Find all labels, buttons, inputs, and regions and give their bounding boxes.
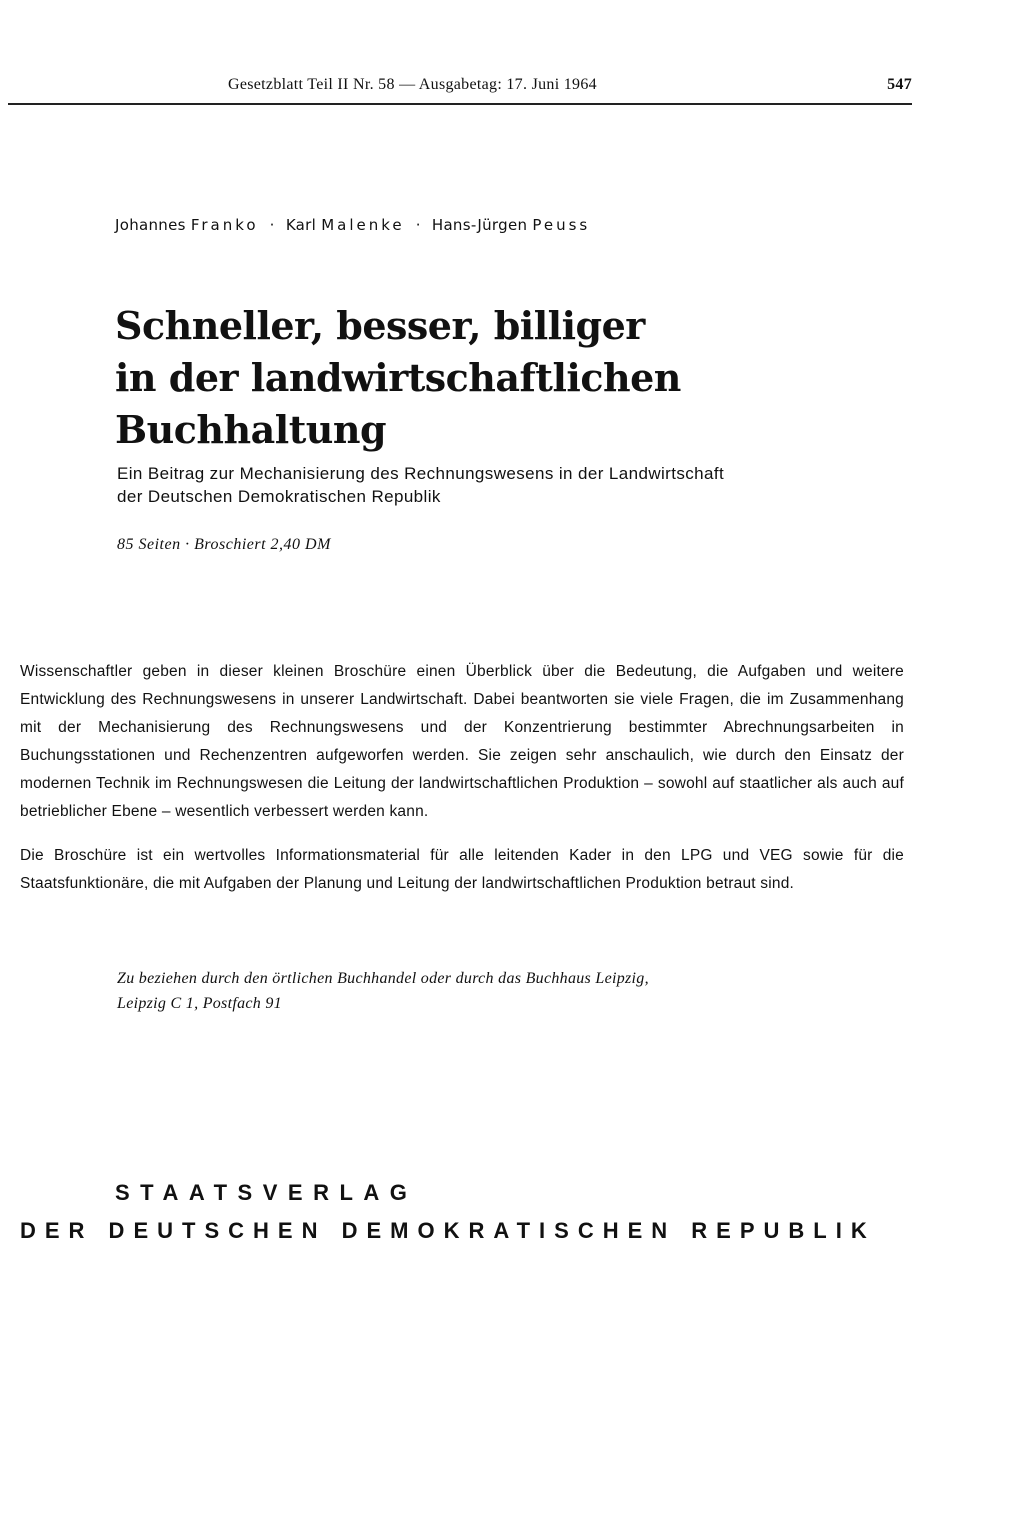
header-divider [8,103,912,105]
subtitle-line: Ein Beitrag zur Mechanisierung des Rechnungswesens in der Landwirtschaft [117,464,725,483]
author-separator: · [269,216,275,234]
book-title-line: Schneller, besser, billiger [115,303,645,348]
subtitle-line: der Deutschen Demokratischen Republik [117,487,441,506]
author-separator: · [415,216,421,234]
book-title-line: in der landwirtschaftlichen Buchhaltung [115,355,681,452]
author-last-name: Franko [190,216,259,234]
publication-info: Gesetzblatt Teil II Nr. 58 — Ausgabetag: 17. Juni 1964 [228,76,597,93]
book-title [115,300,935,456]
order-info-line: Zu beziehen durch den örtlichen Buchhandel oder durch das Buchhaus Leipzig, [117,970,649,987]
publisher-imprint [20,1174,910,1250]
order-information [117,966,837,1016]
order-info-line: Leipzig C 1, Postfach 91 [117,995,282,1012]
author-first-name: Karl [285,216,317,234]
author-first-name: Johannes [115,216,186,234]
pages-and-price: 85 Seiten · Broschiert 2,40 DM [117,536,331,553]
description-paragraph: Wissenschaftler geben in dieser kleinen Broschüre einen Überblick über die Bedeutung, die Aufgaben und weitere Entwicklung des Rechnungswesens in unserer Landwirtschaft. Dabei beantworten sie viele Fragen, die im Zusammenhang mit der Mechanisierung des Rechnungswesens und der Konzentrierung bestimmter Abrechnungsarbeiten in Buchungsstationen und Rechenzentren aufgeworfen werden. Sie zeigen sehr anschaulich, wie durch den Einsatz der modernen Technik im Rechnungswesen die Leitung der landwirtschaftlichen Produktion – sowohl auf staatlicher als auch auf betrieblicher Ebene – wesentlich verbessert werden kann. [20,663,904,820]
author-line [115,216,590,234]
page-number: 547 [887,76,912,93]
author-last-name: Peuss [532,216,591,234]
publisher-name: STAATSVERLAG [115,1180,418,1205]
author-last-name: Malenke [321,216,405,234]
author-first-name: Hans-Jürgen [431,216,528,234]
description-paragraph: Die Broschüre ist ein wertvolles Informationsmaterial für alle leitenden Kader in den LPG und VEG sowie für die Staatsfunktionäre, die mit Aufgaben der Planung und Leitung der landwirtschaftlichen Produktion betraut sind. [20,847,904,892]
publisher-country: DER DEUTSCHEN DEMOKRATISCHEN REPUBLIK [20,1218,876,1243]
book-subtitle [117,462,877,508]
